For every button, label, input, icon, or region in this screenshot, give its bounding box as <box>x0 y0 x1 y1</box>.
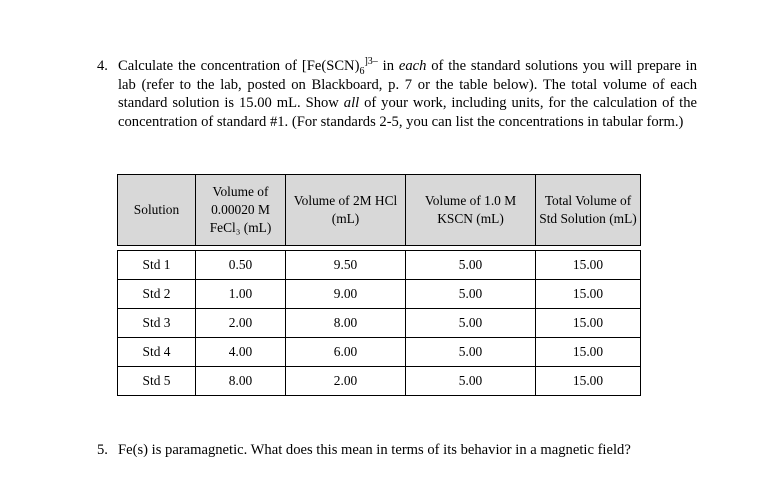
table-header-row <box>118 175 641 246</box>
cell-solution: Std 4 <box>118 338 196 367</box>
cell-fecl3: 4.00 <box>196 338 286 367</box>
cell-total: 15.00 <box>536 309 641 338</box>
cell-hcl: 2.00 <box>286 367 406 396</box>
cell-hcl: 6.00 <box>286 338 406 367</box>
header-kscn-volume: Volume of 1.0 M KSCN (mL) <box>406 175 536 246</box>
cell-total: 15.00 <box>536 338 641 367</box>
question-number: 5. <box>97 442 108 458</box>
question-4 <box>97 57 697 131</box>
cell-total: 15.00 <box>536 280 641 309</box>
table-row <box>118 280 641 309</box>
table-row <box>118 338 641 367</box>
question-text: Calculate the concentration of [$Fe(SCN)_6^{]3-}$ in each of the standard solutions you will prepare in lab (refer to the lab, posted on Blackboard, p. 7 or the table below). The total volume of each standard solution is 15.00 mL. Show all of your work, including units, for the calculation of the concentration of standard #1. (For standards 2-5, you can list the concentrations in tabular form.) <box>118 56 697 130</box>
cell-kscn: 5.00 <box>406 309 536 338</box>
cell-kscn: 5.00 <box>406 367 536 396</box>
cell-solution: Std 2 <box>118 280 196 309</box>
cell-kscn: 5.00 <box>406 251 536 280</box>
table-row <box>118 309 641 338</box>
cell-hcl: 9.00 <box>286 280 406 309</box>
cell-fecl3: 1.00 <box>196 280 286 309</box>
standards-table <box>117 174 641 396</box>
question-5 <box>97 441 737 460</box>
question-text: Fe(s) is paramagnetic. What does this mean in terms of its behavior in a magnetic field? <box>118 442 631 458</box>
cell-total: 15.00 <box>536 251 641 280</box>
cell-kscn: 5.00 <box>406 338 536 367</box>
question-number: 4. <box>97 58 108 74</box>
cell-solution: Std 3 <box>118 309 196 338</box>
header-hcl-volume: Volume of 2M HCl (mL) <box>286 175 406 246</box>
cell-fecl3: 2.00 <box>196 309 286 338</box>
cell-hcl: 9.50 <box>286 251 406 280</box>
header-solution: Solution <box>118 175 196 246</box>
cell-total: 15.00 <box>536 367 641 396</box>
cell-solution: Std 1 <box>118 251 196 280</box>
table-row <box>118 367 641 396</box>
table-row <box>118 251 641 280</box>
header-fecl3-volume: Volume of 0.00020 M FeCl₃ (mL) <box>196 175 286 246</box>
cell-hcl: 8.00 <box>286 309 406 338</box>
cell-kscn: 5.00 <box>406 280 536 309</box>
cell-fecl3: 0.50 <box>196 251 286 280</box>
cell-solution: Std 5 <box>118 367 196 396</box>
header-total-volume: Total Volume of Std Solution (mL) <box>536 175 641 246</box>
cell-fecl3: 8.00 <box>196 367 286 396</box>
